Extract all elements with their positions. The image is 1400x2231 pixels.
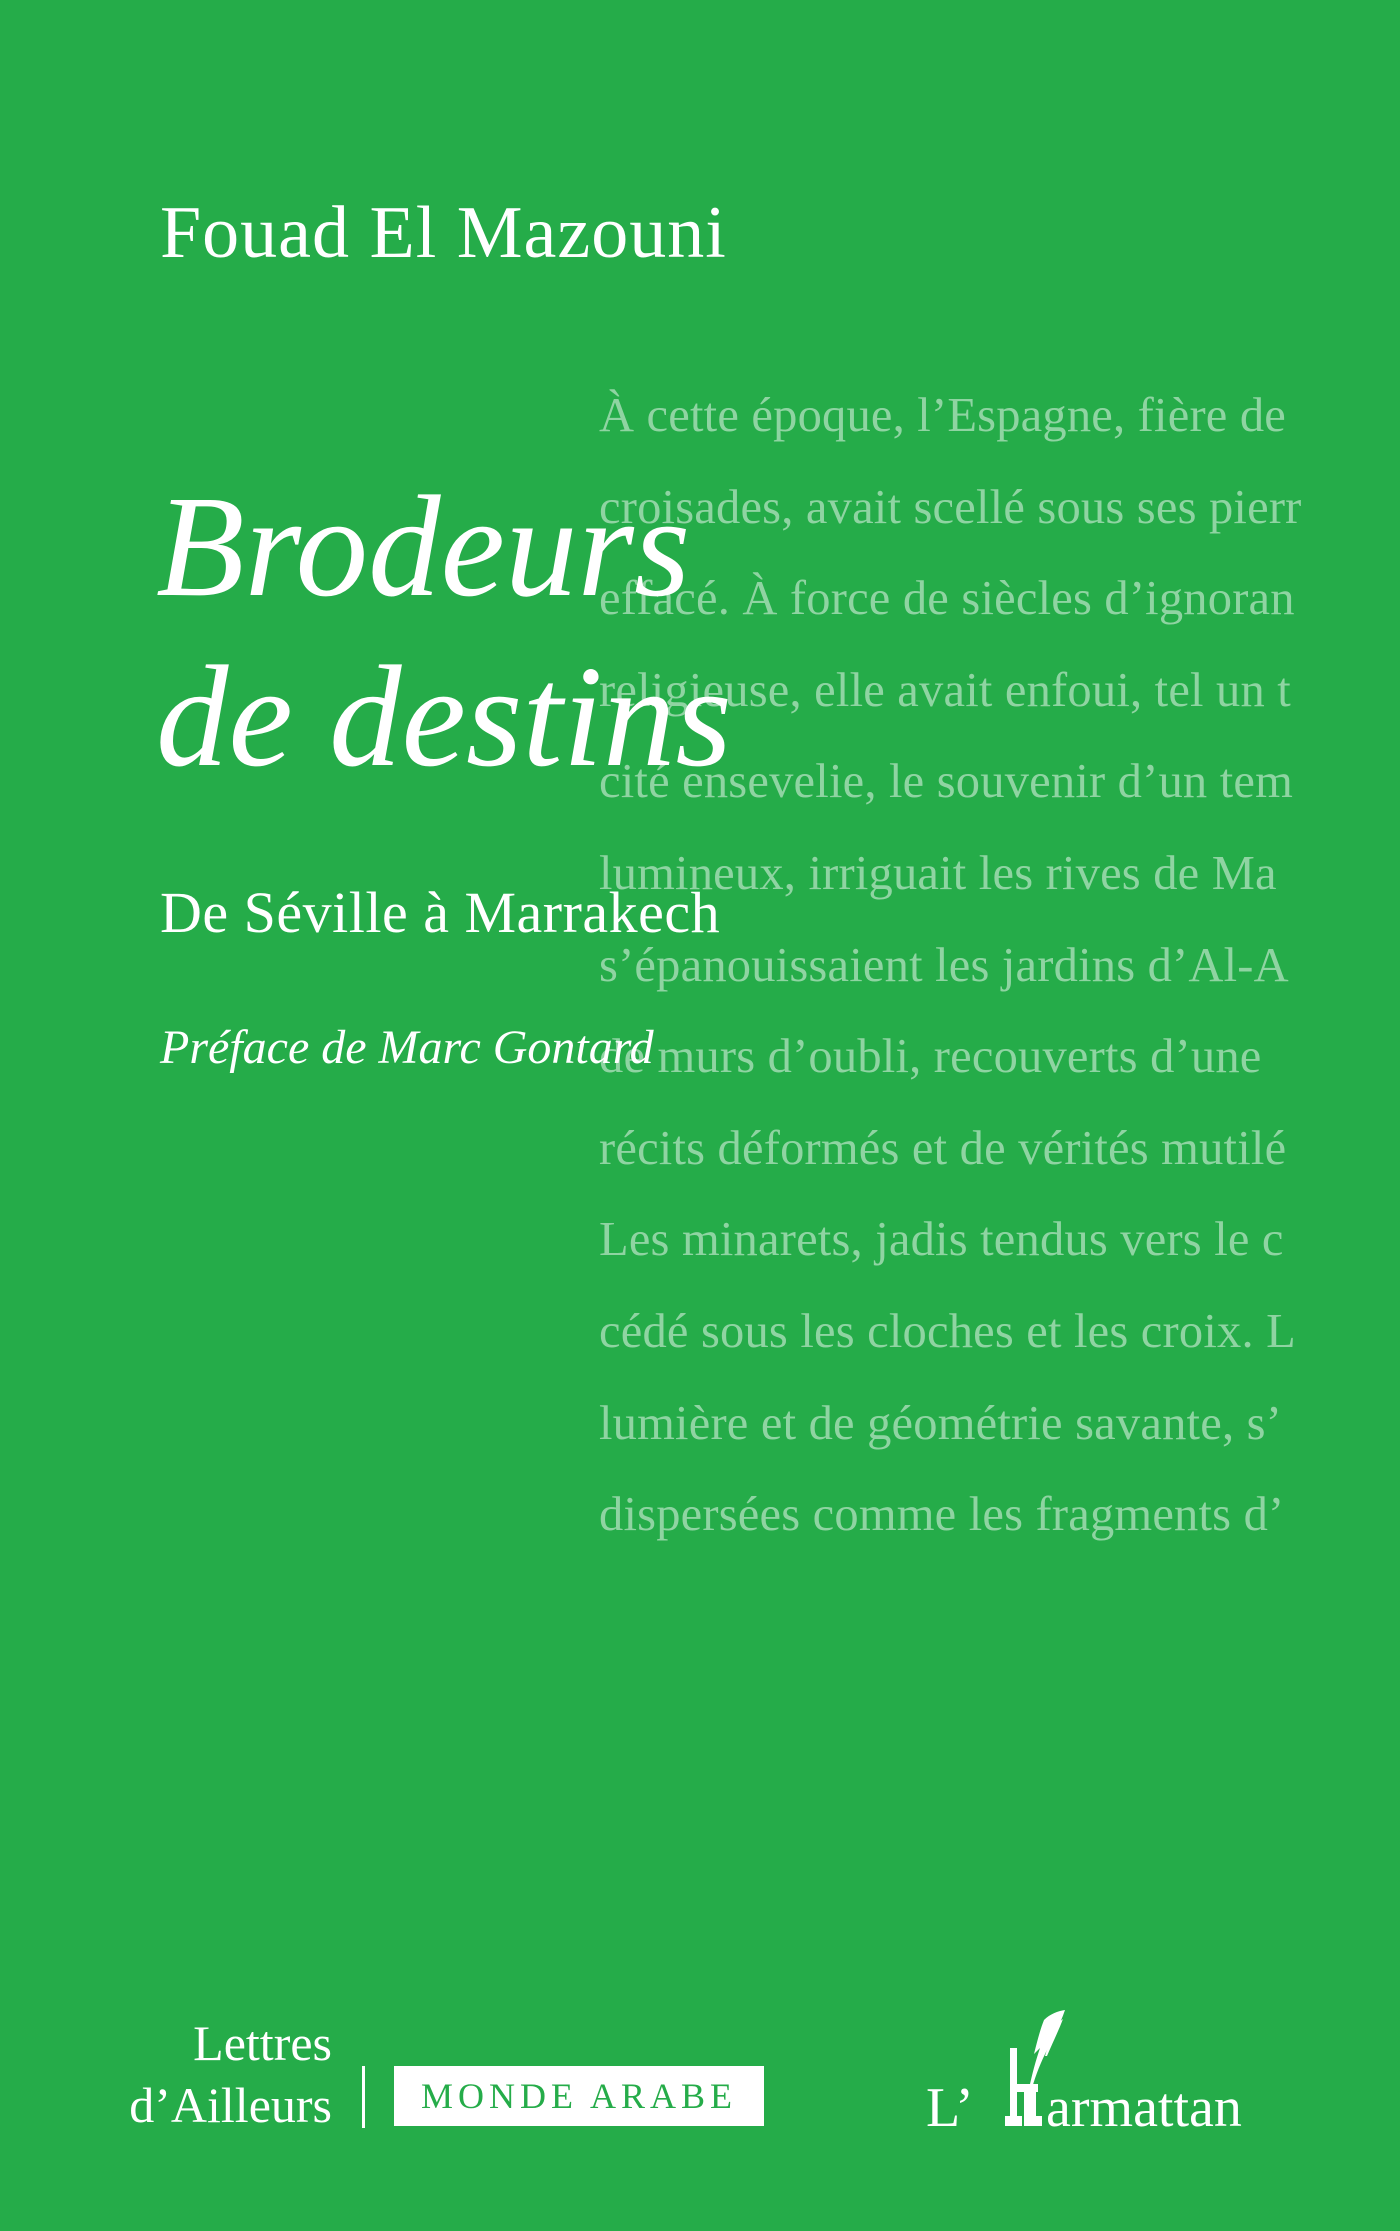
excerpt-line: lumineux, irriguait les rives de Ma — [599, 846, 1277, 900]
excerpt-line: dispersées comme les fragments d’ — [599, 1488, 1285, 1542]
excerpt-line: cité ensevelie, le souvenir d’un tem — [599, 755, 1294, 809]
excerpt-line: croisades, avait scellé sous ses pierr — [599, 480, 1302, 534]
collection-line-1: Lettres — [193, 2015, 332, 2071]
title-line-2: de destins — [156, 637, 732, 797]
excerpt-line: s’épanouissaient les jardins d’Al-A — [599, 938, 1289, 992]
excerpt-line: lumière et de géométrie savante, s’ — [599, 1396, 1283, 1450]
collection-divider — [362, 2066, 365, 2128]
excerpt-line: Les minarets, jadis tendus vers le c — [599, 1213, 1284, 1267]
preface-credit: Préface de Marc Gontard — [160, 1021, 654, 1074]
excerpt-line: récits déformés et de vérités mutilé — [599, 1121, 1287, 1175]
book-subtitle: De Séville à Marrakech — [160, 880, 721, 945]
excerpt-line: religieuse, elle avait enfoui, tel un t — [599, 663, 1291, 717]
harmattan-logo-icon — [926, 2010, 1256, 2140]
svg-text:armattan: armattan — [1046, 2077, 1242, 2139]
series-badge: MONDE ARABE — [394, 2066, 764, 2126]
title-line-1: Brodeurs — [156, 467, 691, 627]
svg-text:L’: L’ — [926, 2077, 974, 2139]
excerpt-line: de murs d’oubli, recouverts d’une — [599, 1030, 1262, 1084]
collection-name — [70, 2012, 332, 2136]
author-name: Fouad El Mazouni — [160, 192, 727, 274]
collection-line-2: d’Ailleurs — [129, 2077, 332, 2133]
book-title — [156, 462, 732, 802]
excerpt-line: cédé sous les cloches et les croix. L — [599, 1304, 1296, 1358]
excerpt-line: effacé. À force de siècles d’ignoran — [599, 572, 1295, 626]
excerpt-line: À cette époque, l’Espagne, fière de — [599, 389, 1287, 442]
